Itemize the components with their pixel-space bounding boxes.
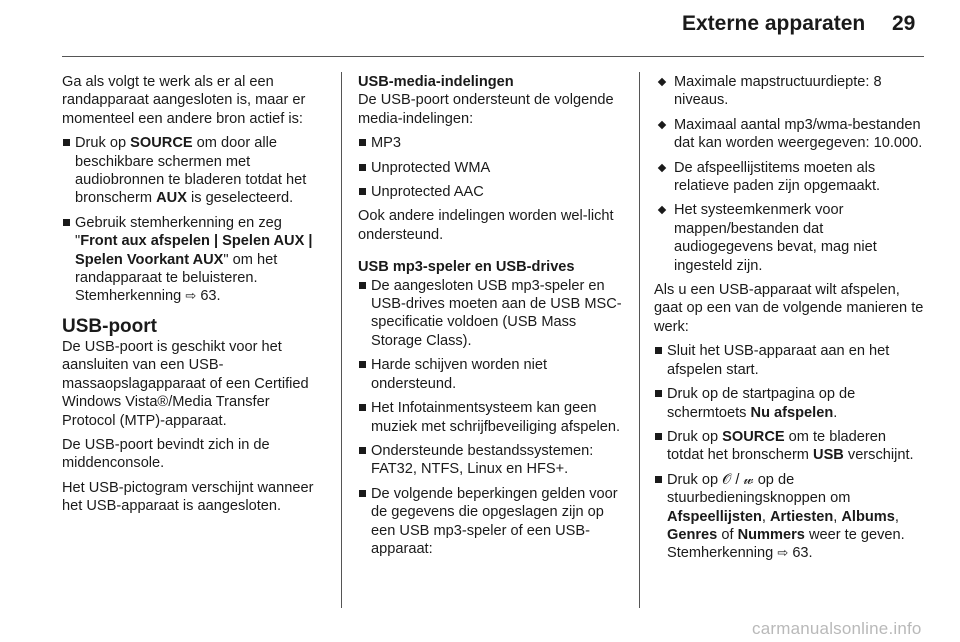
aux-steps-list: [62, 134, 325, 306]
text: ,: [761, 508, 770, 525]
voice-command: Front aux afspelen | Spelen AUX | Spelen Voorkant AUX: [75, 233, 313, 268]
column-divider-1: [341, 72, 342, 608]
text: is geselecteerd.: [186, 190, 294, 207]
menu-name: Albums: [841, 508, 895, 525]
text: Druk op: [667, 428, 723, 445]
menu-name: Nummers: [737, 526, 805, 543]
column-divider-2: [639, 72, 640, 608]
drives-heading: USB mp3-speler en USB-drives: [358, 259, 575, 276]
drives-list: [358, 277, 626, 559]
column-1: [62, 73, 325, 516]
text: om te bladeren totdat het bronscherm: [667, 428, 887, 464]
text: om door alle beschikbare schermen met audiobronnen te bladeren totdat het bronscherm: [75, 135, 307, 207]
formats-list: [358, 134, 626, 201]
column-2: [358, 73, 626, 564]
usb-section-heading: USB-poort: [62, 315, 157, 337]
text: Gebruik stemherkenning en zeg ": [75, 214, 282, 250]
column-3: [654, 73, 924, 569]
list-item: Maximaal aantal mp3/wma-bestanden dat kan worden weergegeven: 10.000.: [654, 116, 924, 153]
list-item: [654, 385, 924, 422]
list-item: Het Infotainmentsysteem kan geen muziek met schrijfbeveiliging afspelen.: [358, 399, 626, 436]
menu-name: Genres: [667, 526, 718, 543]
screen-name: USB: [813, 447, 844, 464]
button-name: SOURCE: [130, 135, 193, 152]
text: ,: [833, 508, 842, 525]
formats-heading: USB-media-indelingen: [358, 74, 514, 90]
menu-name: Artiesten: [770, 508, 834, 525]
list-item: Unprotected AAC: [358, 183, 626, 201]
page-reference: 63.: [200, 288, 221, 305]
formats-intro: De USB-poort ondersteunt de volgende media-indelingen:: [358, 92, 614, 127]
list-item: [654, 471, 924, 563]
text: " om het randapparaat te beluisteren. Stemherkenning: [75, 251, 278, 305]
list-item: Unprotected WMA: [358, 159, 626, 177]
text: Druk op: [75, 135, 131, 152]
page-number: 29: [892, 12, 916, 35]
menu-name: Afspeellijsten: [667, 508, 762, 525]
text: of: [717, 526, 738, 543]
button-name: Nu afspelen: [750, 404, 834, 421]
list-item: [62, 134, 325, 208]
list-item: [62, 214, 325, 306]
text: ,: [894, 508, 899, 525]
intro-paragraph: Ga als volgt te werk als er al een randapparaat aangesloten is, maar er momenteel een andere bron actief is:: [62, 74, 306, 127]
page-reference-icon: ⇨: [185, 288, 197, 304]
page-reference-icon: ⇨: [777, 545, 789, 561]
watermark: carmanualsonline.info: [752, 619, 922, 638]
limits-list: [654, 73, 924, 275]
usb-paragraph: De USB-poort bevindt zich in de middenconsole.: [62, 436, 270, 472]
list-item: Het systeemkenmerk voor mappen/bestanden dat audiogegevens bevat, mag niet ingesteld zijn.: [654, 201, 924, 275]
text: op de stuurbedieningsknoppen om: [667, 471, 851, 507]
list-item: Harde schijven worden niet ondersteund.: [358, 356, 626, 393]
text: Druk op de startpagina op de schermtoets: [667, 386, 856, 421]
text: weer te geven. Stemherkenning: [667, 526, 905, 562]
header-divider: [62, 56, 924, 57]
page-header-title: Externe apparaten: [682, 12, 866, 35]
formats-outro: Ook andere indelingen worden wel-licht ondersteund.: [358, 208, 614, 243]
page-reference: 63.: [792, 545, 813, 562]
list-item: [654, 428, 924, 465]
usb-paragraph: De USB-poort is geschikt voor het aansluiten van een USB-massaopslagapparaat of een Certified Windows Vista®/Media Transfer Protocol (MTP)-apparaat.: [62, 338, 309, 429]
text: verschijnt.: [843, 447, 914, 464]
text: Druk op: [667, 471, 723, 488]
usb-paragraph: Het USB-pictogram verschijnt wanneer het USB-apparaat is aangesloten.: [62, 479, 314, 515]
button-name: SOURCE: [722, 428, 785, 445]
list-item: De afspeellijstitems moeten als relatieve paden zijn opgemaakt.: [654, 159, 924, 196]
list-item: MP3: [358, 134, 626, 152]
text: .: [833, 404, 838, 421]
play-intro: Als u een USB-apparaat wilt afspelen, gaat op een van de volgende manieren te werk:: [654, 282, 924, 335]
steering-wheel-buttons-icon: 𝒪 / 𝓌: [722, 471, 754, 488]
play-steps-list: [654, 342, 924, 562]
list-item: Sluit het USB-apparaat aan en het afspelen start.: [654, 342, 924, 379]
screen-name: AUX: [156, 190, 187, 207]
list-item: De aangesloten USB mp3-speler en USB-drives moeten aan de USB MSC-specificatie voldoen (USB Mass Storage Class).: [358, 277, 626, 351]
list-item: Ondersteunde bestandssystemen: FAT32, NTFS, Linux en HFS+.: [358, 442, 626, 479]
list-item: De volgende beperkingen gelden voor de gegevens die opgeslagen zijn op een USB mp3-speler of een USB-apparaat:: [358, 485, 626, 559]
list-item: Maximale mapstructuurdiepte: 8 niveaus.: [654, 73, 924, 110]
